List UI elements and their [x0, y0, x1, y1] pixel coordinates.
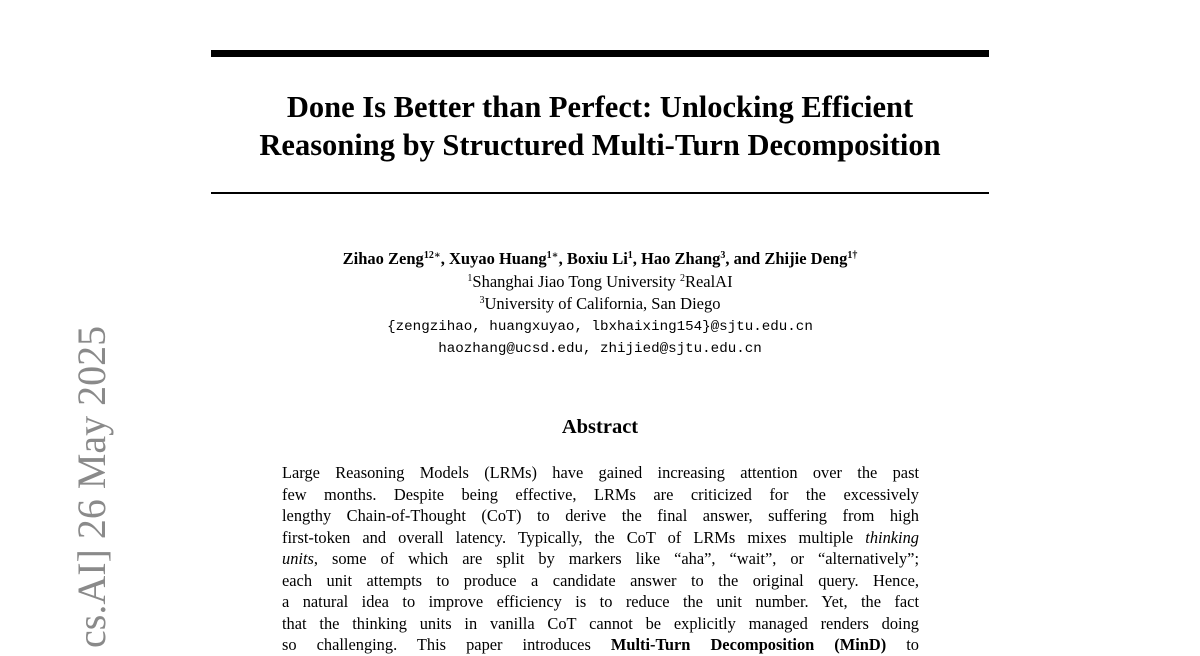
author-name: Zihao Zeng — [342, 249, 424, 268]
abstract-line — [282, 527, 919, 549]
abstract-text: to — [906, 635, 919, 654]
affiliation-sup: 1 — [467, 272, 473, 284]
abstract-bold: Multi-Turn Decomposition (MinD) — [610, 635, 887, 654]
abstract-line: a natural idea to improve efficiency is to reduce the unit number. Yet, the fact — [282, 592, 919, 611]
abstract-text: first-token and overall latency. Typically, the CoT of LRMs mixes multiple — [282, 527, 854, 547]
author-sep: , and — [725, 249, 765, 268]
arxiv-side-stamp: cs.AI] 26 May 2025 — [69, 325, 114, 648]
affiliation-sup: 3 — [479, 295, 485, 306]
email-line: haozhang@ucsd.edu, zhijied@sjtu.edu.cn — [438, 341, 762, 357]
abstract-line: lengthy Chain-of-Thought (CoT) to derive the final answer, suffering from high — [282, 506, 919, 525]
abstract-text: so challenging. This paper introduces — [282, 635, 591, 654]
abstract-line — [282, 634, 919, 656]
abstract-line: each unit attempts to produce a candidate answer to the original query. Hence, — [282, 570, 919, 590]
author-name: Zhijie Deng — [764, 249, 848, 268]
affiliation-text: Shanghai Jiao Tong University — [472, 271, 680, 291]
abstract-heading: Abstract — [561, 416, 639, 438]
abstract-line: Large Reasoning Models (LRMs) have gained increasing attention over the past — [282, 463, 919, 482]
abstract-text: , some of which are split by markers like “aha”, “wait”, or “alternatively”; — [313, 549, 919, 568]
author-sup: 12∗ — [423, 250, 441, 261]
affiliation-line — [211, 271, 989, 294]
author-sup: 1∗ — [546, 250, 559, 261]
abstract-line: few months. Despite being effective, LRMs are criticized for the excessively — [282, 484, 919, 504]
affiliation-line — [211, 293, 989, 316]
abstract-line: that the thinking units in vanilla CoT cannot be explicitly managed renders doing — [282, 613, 919, 633]
author-name: Xuyao Huang — [448, 249, 547, 268]
abstract-emphasis: units — [282, 549, 314, 568]
title-top-rule — [211, 50, 989, 57]
title-line: Done Is Better than Perfect: Unlocking Efficient — [286, 90, 914, 124]
author-sep: , — [558, 249, 567, 268]
title-bottom-rule — [211, 192, 989, 194]
affiliation-sup: 2 — [679, 272, 685, 284]
email-line: {zengzihao, huangxuyao, lbxhaixing154}@sjtu.edu.cn — [387, 318, 813, 335]
author-block — [211, 248, 989, 361]
affiliation-text: University of California, San Diego — [484, 294, 721, 313]
affiliation-text: RealAI — [684, 271, 733, 291]
author-name: Boxiu Li — [566, 249, 628, 268]
author-sep: , — [440, 249, 449, 268]
author-sup: 1† — [847, 250, 858, 261]
abstract-line — [282, 548, 919, 570]
author-list — [211, 248, 989, 271]
abstract-body — [282, 462, 919, 656]
author-name: Hao Zhang — [641, 249, 721, 268]
title-line: Reasoning by Structured Multi-Turn Decomposition — [259, 128, 941, 162]
author-sep: , — [632, 249, 642, 268]
paper-title — [211, 88, 989, 164]
abstract-emphasis: thinking — [865, 527, 919, 547]
author-sup: 1 — [627, 250, 633, 261]
author-sup: 3 — [720, 250, 726, 261]
